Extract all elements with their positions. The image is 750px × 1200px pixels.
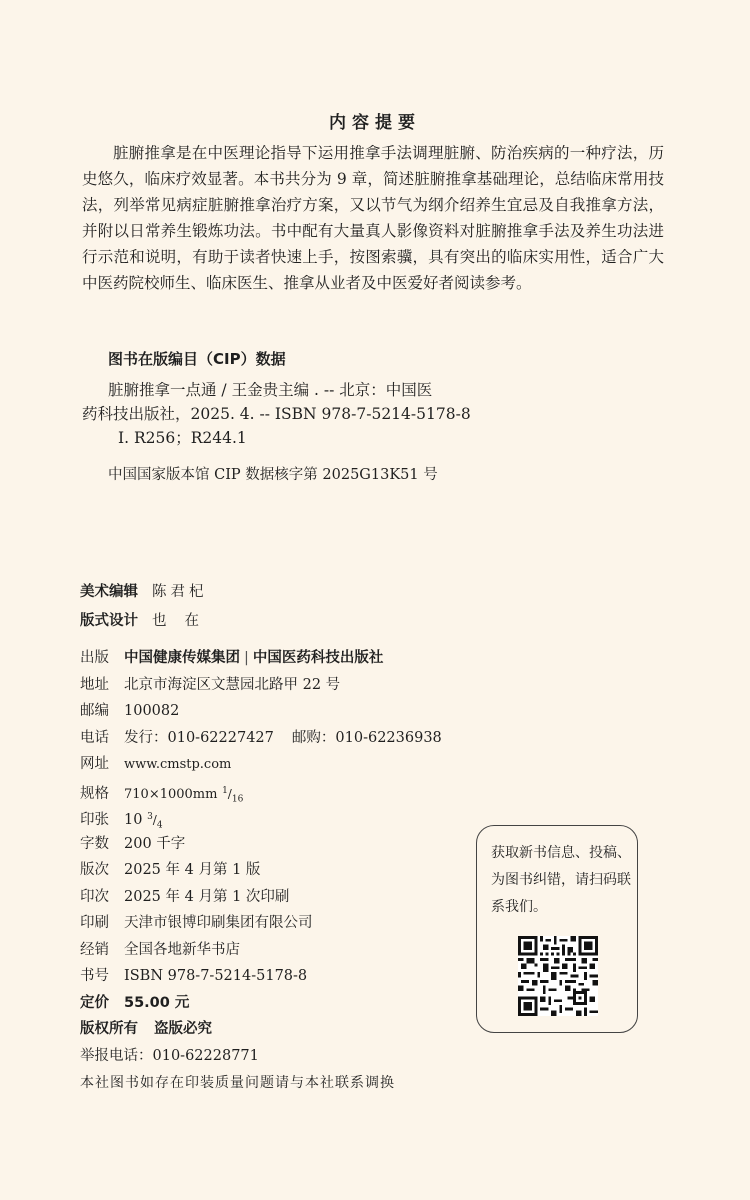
address-row bbox=[80, 672, 460, 699]
format-value: 710×1000mm bbox=[124, 786, 218, 802]
website-link[interactable]: www.cmstp.com bbox=[124, 757, 232, 772]
edition-value: 2025 年 4 月第 1 版 bbox=[124, 862, 261, 878]
phone-distribution: 发行：010-62227427 bbox=[124, 729, 274, 746]
postcode-label: 邮编 bbox=[80, 703, 109, 719]
credit-art-editor bbox=[80, 580, 208, 601]
cip-heading: 图书在版编目（CIP）数据 bbox=[108, 350, 286, 368]
isbn-value: ISBN 978-7-5214-5178-8 bbox=[124, 968, 308, 984]
printer-label: 印刷 bbox=[80, 915, 109, 931]
copyright-row bbox=[80, 1016, 460, 1043]
credit-layout-designer bbox=[80, 609, 217, 630]
address-value: 北京市海淀区文慧园北路甲 22 号 bbox=[124, 676, 341, 693]
sheets-value: 10 bbox=[124, 812, 143, 828]
report-phone-row bbox=[80, 1043, 460, 1070]
words-label: 字数 bbox=[80, 835, 109, 852]
website-row bbox=[80, 751, 460, 778]
cip-line-2: 药科技出版社，2025. 4. -- ISBN 978-7-5214-5178-8 bbox=[82, 405, 471, 423]
printing-value: 2025 年 4 月第 1 次印刷 bbox=[124, 888, 290, 905]
postcode-value: 100082 bbox=[124, 703, 180, 719]
printing-label: 印次 bbox=[80, 888, 109, 905]
printer-row bbox=[80, 910, 460, 937]
report-phone: 举报电话：010-62228771 bbox=[80, 1047, 259, 1064]
qr-panel-text: 获取新书信息、投稿、为图书纠错，请扫码联系我们。 bbox=[491, 845, 631, 915]
qr-code-icon[interactable] bbox=[518, 931, 598, 1021]
address-label: 地址 bbox=[80, 676, 109, 693]
distributor-row bbox=[80, 937, 460, 964]
format-row bbox=[80, 778, 460, 805]
price-row bbox=[80, 990, 460, 1017]
copyright-label: 版权所有 bbox=[80, 1021, 138, 1037]
cip-record bbox=[82, 378, 682, 450]
printer-value: 天津市银博印刷集团有限公司 bbox=[124, 915, 313, 931]
printing-row bbox=[80, 884, 460, 911]
price-label: 定价 bbox=[80, 994, 109, 1011]
credit-value: 陈君杞 bbox=[152, 584, 208, 600]
cip-line-1: 脏腑推拿一点通 / 王金贵主编 . -- 北京：中国医 bbox=[108, 381, 433, 399]
cip-note: 中国国家版本馆 CIP 数据核字第 2025G13K51 号 bbox=[108, 467, 438, 483]
edition-label: 版次 bbox=[80, 862, 109, 878]
publisher-separator: | bbox=[244, 650, 249, 666]
format-label: 规格 bbox=[80, 785, 109, 802]
quality-note: 本社图书如存在印装质量问题请与本社联系调换 bbox=[80, 1075, 395, 1091]
words-value: 200 千字 bbox=[124, 835, 186, 852]
words-row bbox=[80, 831, 460, 858]
phone-label: 电话 bbox=[80, 729, 109, 746]
isbn-row bbox=[80, 963, 460, 990]
publisher-group: 中国健康传媒集团 bbox=[124, 650, 240, 666]
phone-row bbox=[80, 725, 460, 752]
format-fraction: $^1/_{16}$ bbox=[222, 785, 244, 804]
distributor-label: 经销 bbox=[80, 941, 109, 958]
publisher-row bbox=[80, 645, 460, 672]
sheets-row bbox=[80, 804, 460, 831]
website-label: 网址 bbox=[80, 756, 109, 772]
distributor-value: 全国各地新华书店 bbox=[124, 941, 240, 958]
qr-panel bbox=[476, 825, 638, 1033]
edition-row bbox=[80, 857, 460, 884]
postcode-row bbox=[80, 698, 460, 725]
price-value: 55.00 元 bbox=[124, 994, 190, 1011]
phone-mail-order: 邮购：010-62236938 bbox=[291, 729, 442, 746]
isbn-label: 书号 bbox=[80, 968, 109, 984]
summary-text: 脏腑推拿是在中医理论指导下运用推拿手法调理脏腑、防治疾病的一种疗法，历史悠久，临床疗效显著。本书共分为 9 章，简述脏腑推拿基础理论，总结临床常用技法，列举常见病症脏腑推拿治疗方案，又以节气为纲介绍养生宜忌及自我推拿方法，并附以日常养生锻炼功法。书中配有大量真人影像资料对脏腑推拿手法及养生功法进行示范和说明，有助于读者快速上手，按图索骥，具有突出的临床实用性，适合广大中医药院校师生、临床医生、推拿从业者及中医爱好者阅读参考。 bbox=[82, 144, 664, 292]
sheets-label: 印张 bbox=[80, 812, 109, 828]
publisher-label: 出版 bbox=[80, 650, 109, 666]
publication-info bbox=[80, 645, 460, 1069]
cip-line-3: Ⅰ. R256；R244.1 bbox=[118, 429, 247, 447]
credit-label: 版式设计 bbox=[80, 613, 138, 629]
sheets-fraction: $^3/_4$ bbox=[147, 812, 163, 831]
copyright-note: 盗版必究 bbox=[154, 1021, 212, 1037]
publisher-name: 中国医药科技出版社 bbox=[252, 650, 384, 666]
summary-title: 内容提要 bbox=[329, 113, 421, 133]
credit-label: 美术编辑 bbox=[80, 584, 138, 600]
credit-value: 也在 bbox=[152, 613, 217, 629]
